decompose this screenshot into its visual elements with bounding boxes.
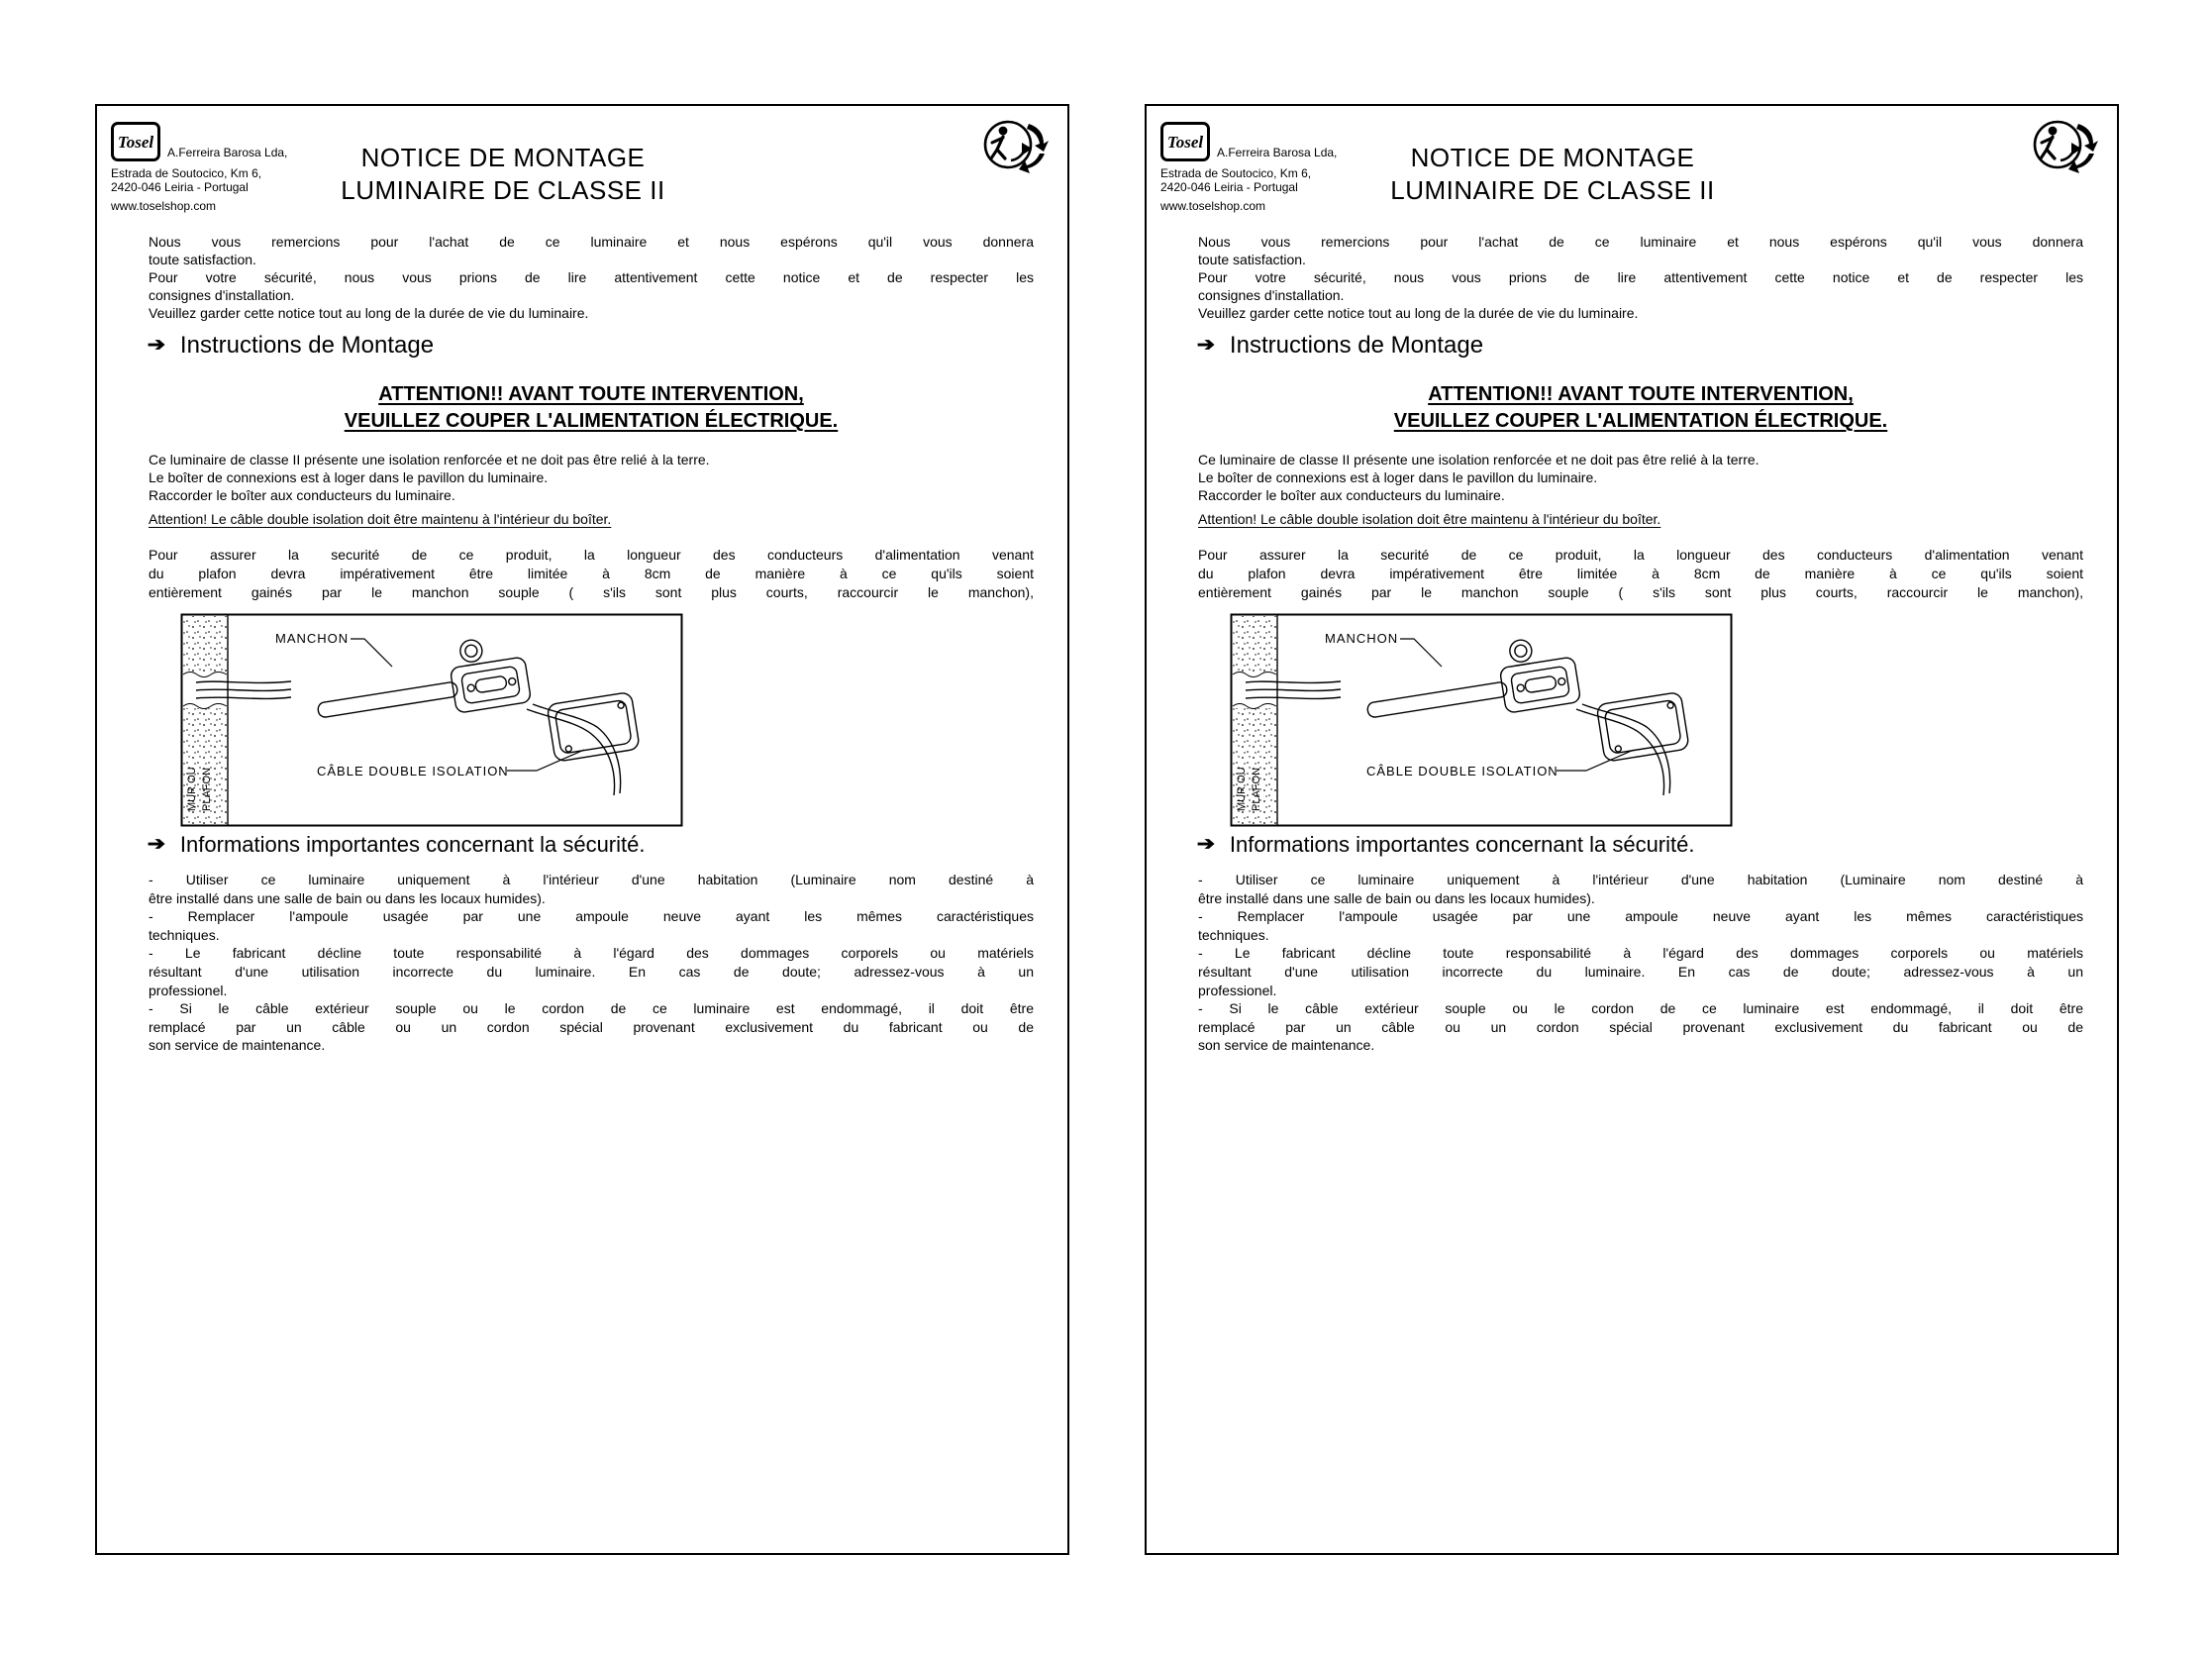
- power-warning: [1198, 381, 2083, 435]
- intro-line: Nous vous remercions pour l'achat de ce luminaire et nous espérons qu'il vous donnera: [1198, 234, 2083, 250]
- section-heading-montage: [1196, 331, 2083, 359]
- intro-line: Veuillez garder cette notice tout au long de la durée de vie du luminaire.: [1198, 305, 1639, 321]
- warning-line2: VEUILLEZ COUPER L'ALIMENTATION ÉLECTRIQUE.: [344, 410, 839, 432]
- tosel-logo: [1160, 122, 1210, 161]
- conductor-length-paragraph: [149, 546, 1034, 602]
- montage-instructions: [149, 451, 1034, 504]
- intro-line: consignes d'installation.: [1198, 287, 1345, 303]
- safety-item-line: - Le fabricant décline toute responsabilité à l'égard des dommages corporels ou matériels: [1198, 945, 2083, 962]
- safety-item-line: être installé dans une salle de bain ou dans les locaux humides).: [1198, 889, 1595, 906]
- intro-line: Pour votre sécurité, nous vous prions de lire attentivement cette notice et de respecter les: [149, 269, 1034, 285]
- diagram-cable-label: CÂBLE DOUBLE ISOLATION: [317, 764, 509, 778]
- section-arrow-icon: ➔: [1196, 335, 1216, 356]
- company-website: www.toselshop.com: [1160, 199, 1266, 213]
- page-title-line1: NOTICE DE MONTAGE: [360, 143, 646, 172]
- section-arrow-icon: ➔: [1196, 834, 1216, 855]
- intro-line: consignes d'installation.: [149, 287, 295, 303]
- safety-items: [149, 871, 1034, 1055]
- paragraph-line: Pour assurer la securité de ce produit, la longueur des conducteurs d'alimentation venant: [1198, 547, 2083, 563]
- montage-line: Raccorder le boîter aux conducteurs du luminaire.: [149, 487, 455, 503]
- safety-item-line: remplacé par un câble ou un cordon spécial provenant exclusivement du fabricant ou de: [1198, 1018, 2083, 1035]
- safety-item-line: remplacé par un câble ou un cordon spécial provenant exclusivement du fabricant ou de: [149, 1018, 1034, 1035]
- safety-item-line: - Remplacer l'ampoule usagée par une ampoule neuve ayant les mêmes caractéristiques: [1198, 908, 2083, 925]
- logo-brand-text: Tosel: [117, 132, 154, 152]
- safety-item-line: - Si le câble extérieur souple ou le cordon de ce luminaire est endommagé, il doit être: [149, 1000, 1034, 1017]
- section-heading-text: Instructions de Montage: [179, 331, 435, 359]
- attention-note: Attention! Le câble double isolation doit être maintenu à l'intérieur du boîter.: [1198, 511, 1661, 527]
- safety-item-line: - Utiliser ce luminaire uniquement à l'intérieur d'une habitation (Luminaire nom destiné à: [1198, 872, 2083, 887]
- diagram-wall-label-line2: PLAFON: [1251, 767, 1262, 811]
- warning-line1: ATTENTION!! AVANT TOUTE INTERVENTION,: [1428, 383, 1854, 405]
- logo-brand-text: Tosel: [1166, 132, 1204, 152]
- company-address-line2: 2420-046 Leiria - Portugal: [111, 180, 249, 194]
- montage-line: Le boîter de connexions est à loger dans le pavillon du luminaire.: [149, 469, 549, 485]
- page-title-line2: LUMINAIRE DE CLASSE II: [1390, 175, 1715, 205]
- safety-item-line: son service de maintenance.: [149, 1037, 326, 1054]
- attention-note: Attention! Le câble double isolation doit être maintenu à l'intérieur du boîter.: [149, 511, 612, 527]
- safety-items: [1198, 871, 2083, 1055]
- safety-item-line: professionel.: [1198, 982, 1277, 998]
- section-arrow-icon: ➔: [147, 335, 166, 356]
- paragraph-line: du plafon devra impérativement être limitée à 8cm de manière à ce qu'ils soient: [149, 566, 1034, 581]
- section-heading-securite: [147, 831, 1034, 857]
- page-title-line1: NOTICE DE MONTAGE: [1410, 143, 1695, 172]
- safety-item-line: - Le fabricant décline toute responsabilité à l'égard des dommages corporels ou matériels: [149, 945, 1034, 962]
- notice-panel: [95, 104, 1069, 1555]
- safety-item-line: professionel.: [149, 982, 228, 998]
- triman-recycling-icon: [982, 114, 1052, 180]
- safety-item-line: résultant d'une utilisation incorrecte du luminaire. En cas de doute; adressez-vous à un: [149, 963, 1034, 980]
- company-address-line1: Estrada de Soutocico, Km 6,: [111, 166, 262, 180]
- safety-item-line: son service de maintenance.: [1198, 1037, 1375, 1054]
- safety-item-line: - Si le câble extérieur souple ou le cordon de ce luminaire est endommagé, il doit être: [1198, 1000, 2083, 1017]
- intro-line: Nous vous remercions pour l'achat de ce luminaire et nous espérons qu'il vous donnera: [149, 234, 1034, 250]
- section-heading-text: Instructions de Montage: [1229, 331, 1484, 359]
- section-heading-montage: [147, 331, 1034, 359]
- safety-item-line: techniques.: [1198, 926, 1269, 943]
- conductor-length-paragraph: [1198, 546, 2083, 602]
- warning-line1: ATTENTION!! AVANT TOUTE INTERVENTION,: [378, 383, 804, 405]
- diagram-wall-label-line1: MUR OU: [186, 767, 198, 811]
- montage-line: Le boîter de connexions est à loger dans le pavillon du luminaire.: [1198, 469, 1598, 485]
- paragraph-line: entièrement gainés par le manchon souple ( s'ils sont plus courts, raccourcir le manchon),: [1198, 584, 2083, 600]
- section-arrow-icon: ➔: [147, 834, 166, 855]
- page-title: [255, 142, 751, 207]
- power-warning: [149, 381, 1034, 435]
- section-heading-securite: [1196, 831, 2083, 857]
- safety-item-line: - Remplacer l'ampoule usagée par une ampoule neuve ayant les mêmes caractéristiques: [149, 908, 1034, 925]
- intro-line: toute satisfaction.: [1198, 252, 1306, 267]
- safety-item-line: être installé dans une salle de bain ou dans les locaux humides).: [149, 889, 546, 906]
- company-address-line1: Estrada de Soutocico, Km 6,: [1160, 166, 1312, 180]
- montage-line: Raccorder le boîter aux conducteurs du luminaire.: [1198, 487, 1505, 503]
- safety-item-line: résultant d'une utilisation incorrecte du luminaire. En cas de doute; adressez-vous à un: [1198, 963, 2083, 980]
- diagram-wall-label-line2: PLAFON: [201, 767, 213, 811]
- montage-line: Ce luminaire de classe II présente une isolation renforcée et ne doit pas être relié à la terre.: [1198, 452, 1760, 467]
- notice-panel: [1145, 104, 2119, 1555]
- diagram-manchon-label: MANCHON: [1325, 631, 1399, 646]
- installation-diagram: [180, 613, 683, 827]
- diagram-wall-label-line1: MUR OU: [1236, 767, 1248, 811]
- company-website: www.toselshop.com: [111, 199, 217, 213]
- company-name: A.Ferreira Barosa Lda,: [167, 146, 288, 159]
- section-heading-text: Informations importantes concernant la sécurité.: [179, 831, 646, 857]
- triman-recycling-icon: [2032, 114, 2101, 180]
- company-name: A.Ferreira Barosa Lda,: [1217, 146, 1338, 159]
- company-address-line2: 2420-046 Leiria - Portugal: [1160, 180, 1298, 194]
- page-title-line2: LUMINAIRE DE CLASSE II: [341, 175, 665, 205]
- paragraph-line: du plafon devra impérativement être limitée à 8cm de manière à ce qu'ils soient: [1198, 566, 2083, 581]
- installation-diagram: [1230, 613, 1733, 827]
- intro-line: Pour votre sécurité, nous vous prions de lire attentivement cette notice et de respecter les: [1198, 269, 2083, 285]
- diagram-manchon-label: MANCHON: [275, 631, 350, 646]
- intro-paragraph: [1198, 233, 2083, 322]
- diagram-cable-label: CÂBLE DOUBLE ISOLATION: [1366, 764, 1558, 778]
- montage-line: Ce luminaire de classe II présente une isolation renforcée et ne doit pas être relié à la terre.: [149, 452, 710, 467]
- paragraph-line: entièrement gainés par le manchon souple ( s'ils sont plus courts, raccourcir le manchon),: [149, 584, 1034, 600]
- paragraph-line: Pour assurer la securité de ce produit, la longueur des conducteurs d'alimentation venant: [149, 547, 1034, 563]
- montage-instructions: [1198, 451, 2083, 504]
- safety-item-line: - Utiliser ce luminaire uniquement à l'intérieur d'une habitation (Luminaire nom destiné à: [149, 872, 1034, 887]
- intro-paragraph: [149, 233, 1034, 322]
- safety-item-line: techniques.: [149, 926, 220, 943]
- page-title: [1305, 142, 1800, 207]
- intro-line: Veuillez garder cette notice tout au long de la durée de vie du luminaire.: [149, 305, 589, 321]
- tosel-logo: [111, 122, 160, 161]
- intro-line: toute satisfaction.: [149, 252, 256, 267]
- warning-line2: VEUILLEZ COUPER L'ALIMENTATION ÉLECTRIQUE.: [1393, 410, 1888, 432]
- section-heading-text: Informations importantes concernant la sécurité.: [1229, 831, 1695, 857]
